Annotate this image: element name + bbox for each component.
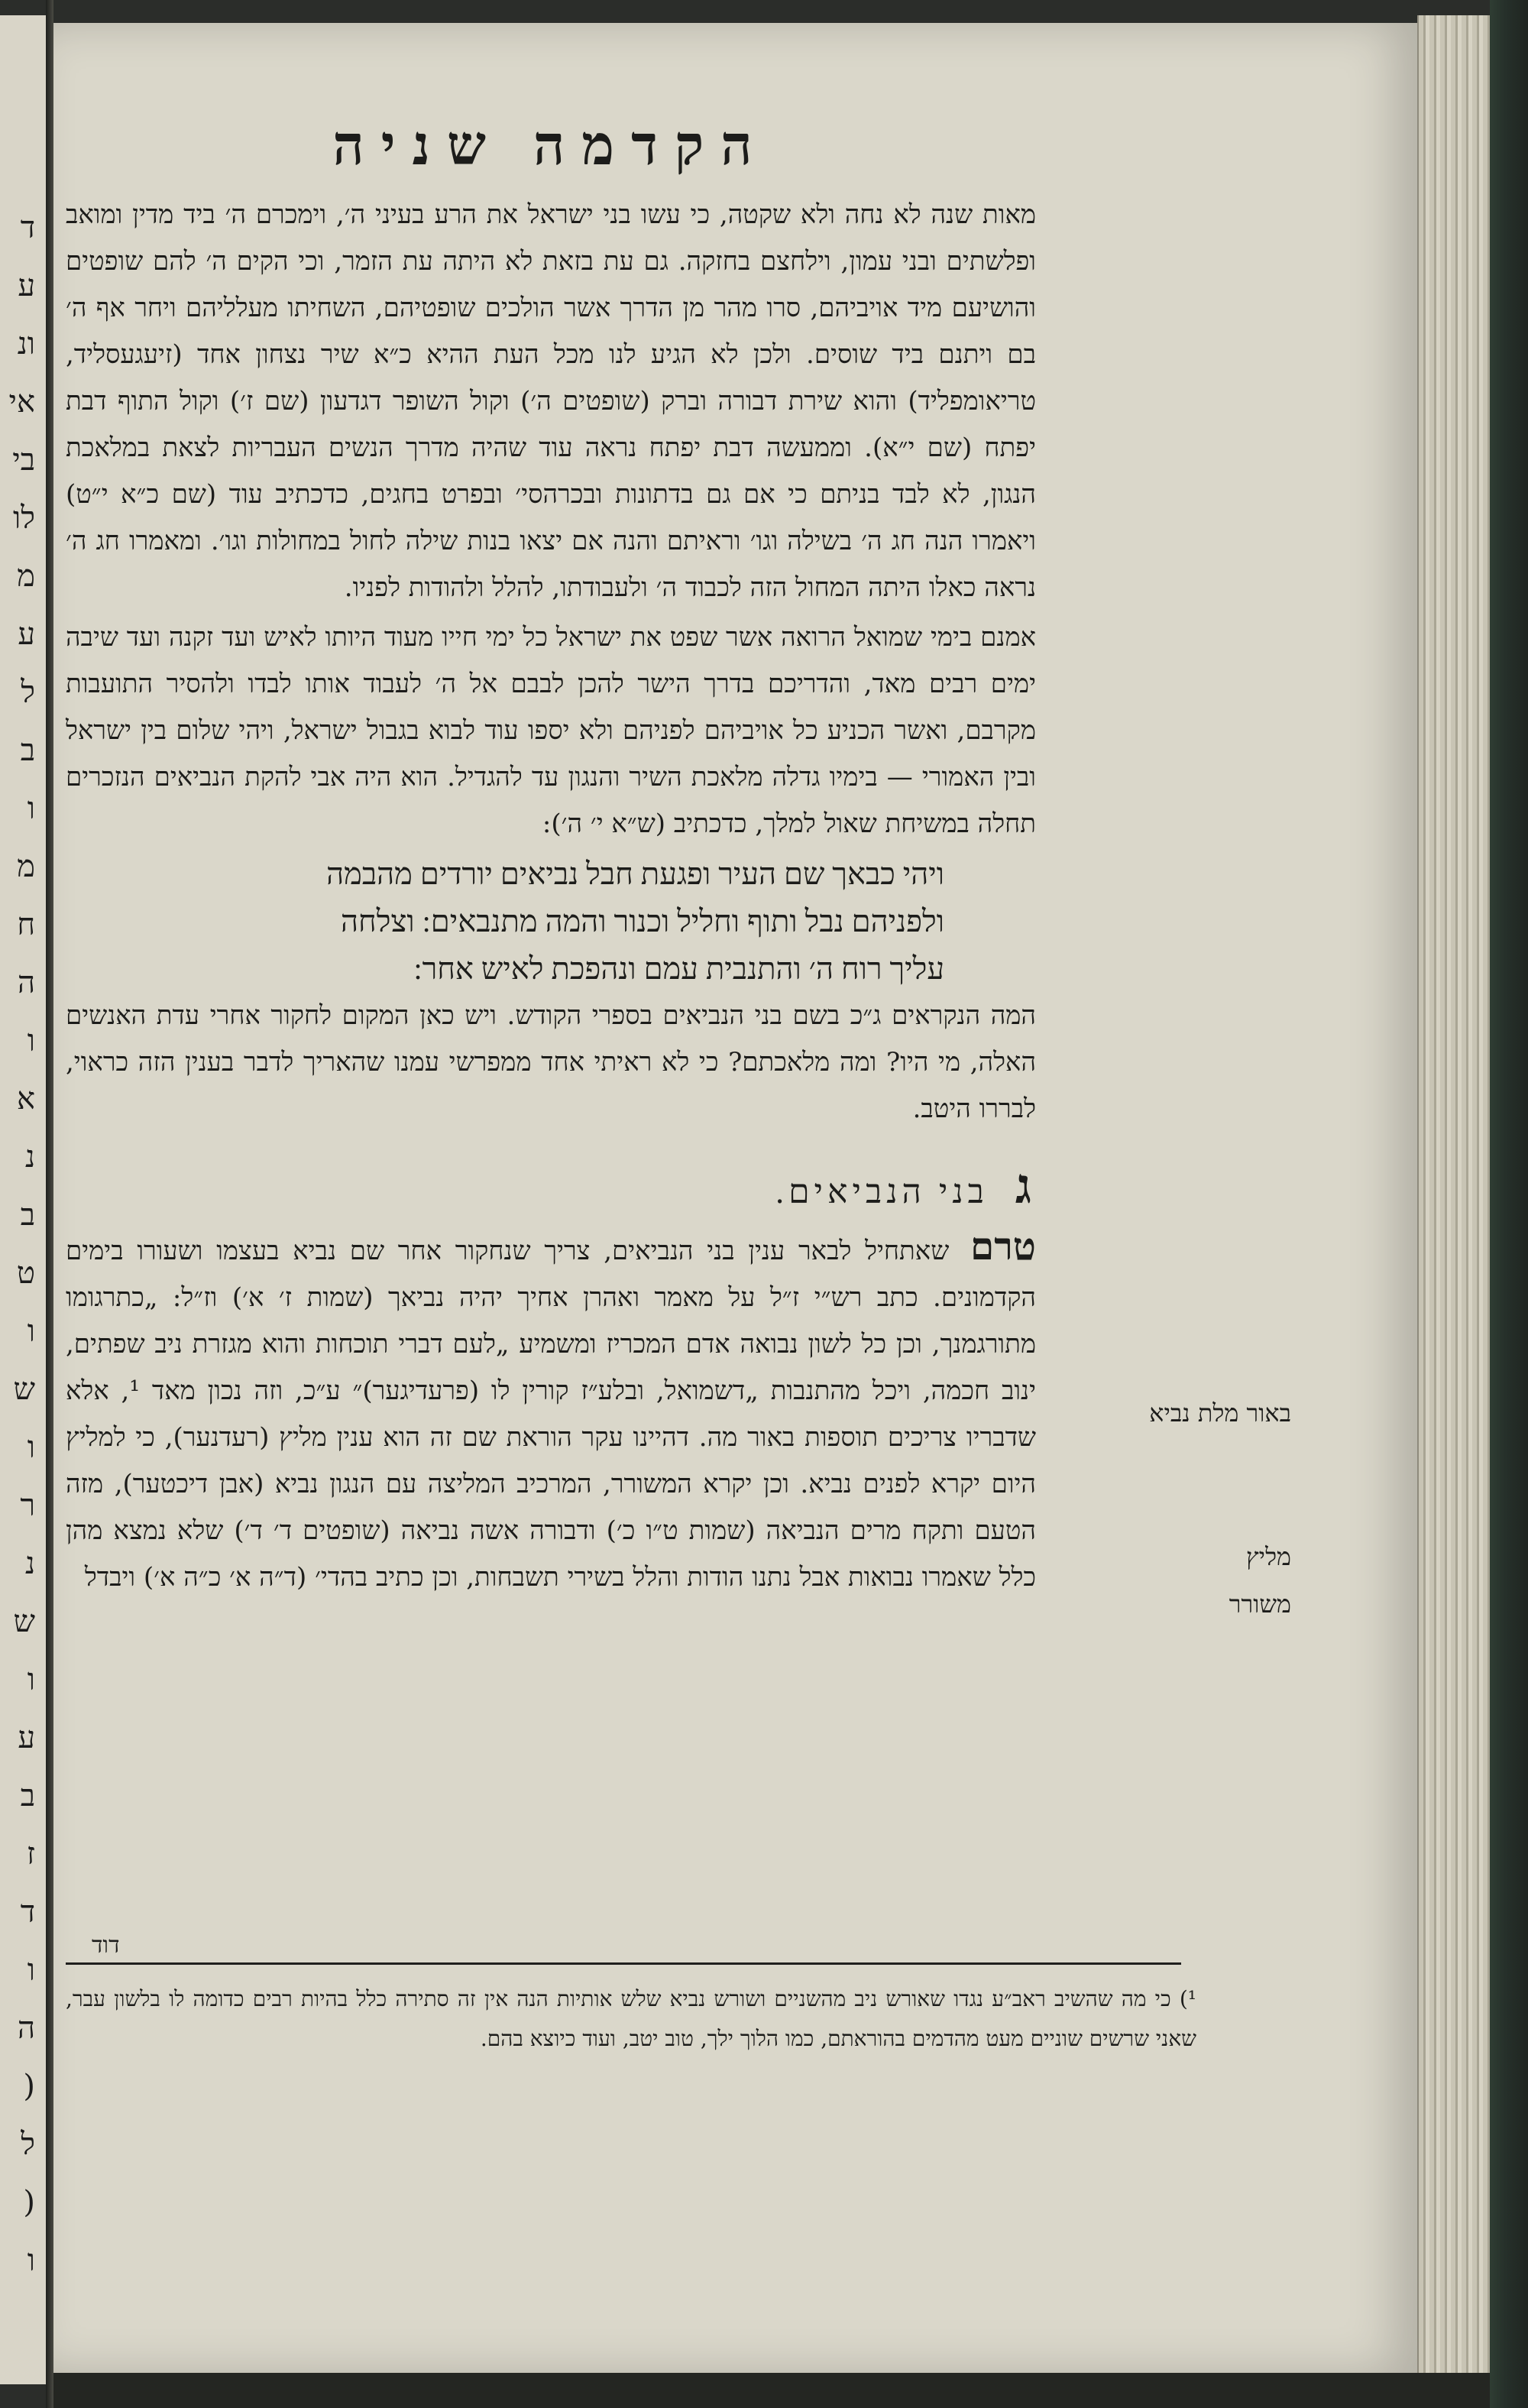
margin-letter: ד (20, 1894, 35, 1930)
margin-letter: ( (23, 2185, 35, 2220)
intro-paragraph-1: מאות שנה לא נחה ולא שקטה, כי עשו בני ישראל את הרע בעיני ה׳, וימכרם ה׳ ביד מדין ומואב ופלשתים ובני עמון, וילחצם בחזקה. גם עת בזאת לא היתה עת הזמר, וכי הקים ה׳ להם שופטים והושיעם מיד אויביהם, סרו מהר מן הדרך אשר הולכים שופטיהם, השחיתו מעלליהם ויחר אף ה׳ בם ויתנם ביד שוסים. ולכן לא הגיע לנו מכל העת ההיא כ״א שיר נצחון אחד (זיעגעסליד, טריאומפליד) והוא שירת דבורה וברק (שופטים ה׳) וקול השופר דגדעון (שם ז׳) וקול התוף דבת יפתח (שם י״א). וממעשה דבת יפתח נראה עוד שהיה מדרך הנשים העבריות לצאת במלאכת הנגון, לא לבד בניתם כי אם גם בדתונות ובכרהסי׳ ובפרט בחגים, כדכתיב עוד (שם כ״א י״ט) ויאמרו הנה חג ה׳ בשילה וגו׳ וראיתם והנה אם יצאו בנות שילה לחול במחולות וגו׳. ומאמרו חג ה׳ נראה כאלו היתה המחול הזה לכבוד ה׳ ולעבודתו, להלל ולהודות לפניו. (66, 199, 1036, 603)
margin-letter: ( (23, 2069, 35, 2104)
quote-line: ויהי כבאך שם העיר ופגעת חבל נביאים יורדים מהבמה (326, 857, 944, 891)
intro-paragraph-2: אמנם בימי שמואל הרואה אשר שפט את ישראל כל ימי חייו מעוד היותו לאיש ועד זקנה ועד שיבה ימים רבים מאד, והדריכם בדרך הישר להכן לבבם אל ה׳ לעבוד אותו לבדו ולהסיר התועבות מקרבם, ואשר הכניע כל אויביהם לפניהם ולא יספו עוד לבוא בגבול ישראל, ויהי שלום בין ישראל ובין האמורי — בימיו גדלה מלאכת השיר והנגון עד להגדיל. הוא היה אבי להקת הנביאים הנזכרים תחלה במשיחת שאול למלך, כדכתיב (ש״א י׳ ה׳): (66, 622, 1036, 839)
margin-letter: ד (20, 210, 35, 245)
margin-letter: ש (13, 1372, 35, 1407)
margin-letter: ע (18, 617, 35, 652)
page-title: הקדמה שניה (332, 115, 769, 177)
footnote-rule (66, 1962, 1181, 1965)
opening-word: טרם (970, 1223, 1036, 1269)
section-paragraph-text: שאתחיל לבאר ענין בני הנביאים, צריך שנחקור אחר שם נביא בעצמו ושעורו בימים הקדמונים. כתב רש״י ז״ל על מאמר ואהרן אחיך יהיה נביאך (שמות ז׳ א׳) וז״ל: „כתרגומו מתורגמנך, וכן כל לשון נבואה אדם המכריז ומשמיע „לעם דברי תוכחות והוא מגזרת ניב שפתים, ינוב חכמה, ויכל מהתנבות „דשמואל, ובלע״ז קורין לו (פרעדיגער)״ ע״כ, וזה נכון מאד ¹, אלא שדבריו צריכים תוספות באור מה. דהיינו עקר הוראת שם זה הוא ענין מליץ (רעדנער), כי למליץ היום יקרא לפנים נביא. וכן יקרא המשורר, המרכיב המליצה עם הנגון נביא (אבן דיכטער), מזה הטעם ותקח מרים הנביאה (שמות ט״ו כ׳) ודבורה אשה נביאה (שופטים ד׳ ד׳) שלא נמצא מהן כלל שאמרו נבואות אבל נתנו הודות והלל בשירי תשבחות, וכן כתיב בהדי׳ (ד״ה א׳ כ״ה א׳) ויבדל (66, 1236, 1036, 1593)
book-gutter (46, 0, 53, 2408)
section-heading (66, 1159, 1036, 1215)
margin-letter: ו (27, 1023, 35, 1058)
margin-note: משורר (1229, 1590, 1291, 1619)
margin-letter: ב (20, 1778, 35, 1813)
margin-letter: ב (20, 1198, 35, 1233)
left-page-margin-letters (5, 199, 35, 2290)
margin-letter: ט (16, 1256, 35, 1291)
margin-letter: ו (27, 1662, 35, 1697)
scripture-quote (112, 851, 944, 993)
margin-letter: ו (27, 1430, 35, 1465)
margin-letter: ש (13, 1604, 35, 1639)
margin-letter: ז (26, 1836, 35, 1872)
margin-letter: אי (8, 384, 35, 420)
margin-letter: ו (27, 1953, 35, 1988)
margin-letter: ונ (17, 326, 35, 361)
margin-letter: בי (12, 442, 35, 478)
margin-letter: ל (21, 675, 35, 710)
margin-letter: ו (27, 2243, 35, 2278)
margin-letter: ו (27, 1314, 35, 1349)
left-facing-page (0, 15, 47, 2384)
section-number: ג (1015, 1159, 1036, 1214)
margin-note: מליץ (1246, 1542, 1291, 1571)
margin-letter: מ (17, 849, 35, 884)
section-title: בני הנביאים. (775, 1173, 989, 1210)
book-cover-edge (1490, 0, 1528, 2408)
footnote: ¹) כי מה שהשיב ראב״ע נגדו שאורש ניב מהשניים ושורש נביא שלש אותיות הנה אין זה סתירה כלל בהיות רבים כדומה לו בלשון עבר, שאני שרשים שוניים מעט מהדמים בהוראתם, כמו הלוך ילך, טוב יטב, ועוד כיוצא בהם. (66, 1986, 1196, 2051)
margin-letter: ה (17, 2011, 35, 2046)
catchword: דוד (92, 1932, 120, 1959)
margin-letter: ב (20, 733, 35, 768)
margin-letter: ע (18, 1720, 35, 1755)
margin-letter: נ (24, 1139, 35, 1175)
margin-letter: ל (21, 2127, 35, 2162)
margin-note: באור מלת נביא (1149, 1398, 1291, 1428)
after-quote-paragraph: המה הנקראים ג״כ בשם בני הנביאים בספרי הקודש. ויש כאן המקום לחקור אחרי עדת האנשים האלה, מי היו? ומה מלאכתם? כי לא ראיתי אחד ממפרשי עמנו שהאריך לדבר בענין הזה כראוי, לבררו היטב. (66, 1000, 1036, 1124)
margin-letter: לו (13, 501, 35, 536)
margin-letter: ו (27, 791, 35, 826)
quote-line: עליך רוח ה׳ והתנבית עמם ונהפכת לאיש אחר: (413, 951, 944, 986)
margin-letter: נ (24, 1546, 35, 1581)
quote-line: ולפניהם נבל ותוף וחליל וכנור והמה מתנבאים: וצלחה (341, 904, 944, 938)
margin-letter: א (16, 1081, 35, 1116)
page-edges (1417, 15, 1491, 2377)
margin-letter: מ (17, 559, 35, 594)
bottom-background (53, 2373, 1490, 2408)
section-paragraph (66, 1223, 1036, 1601)
margin-letter: ע (18, 268, 35, 303)
main-text (66, 115, 1036, 1604)
margin-letter: ר (20, 1488, 35, 1523)
margin-letter: ח (17, 907, 35, 942)
margin-letter: ה (17, 965, 35, 1000)
